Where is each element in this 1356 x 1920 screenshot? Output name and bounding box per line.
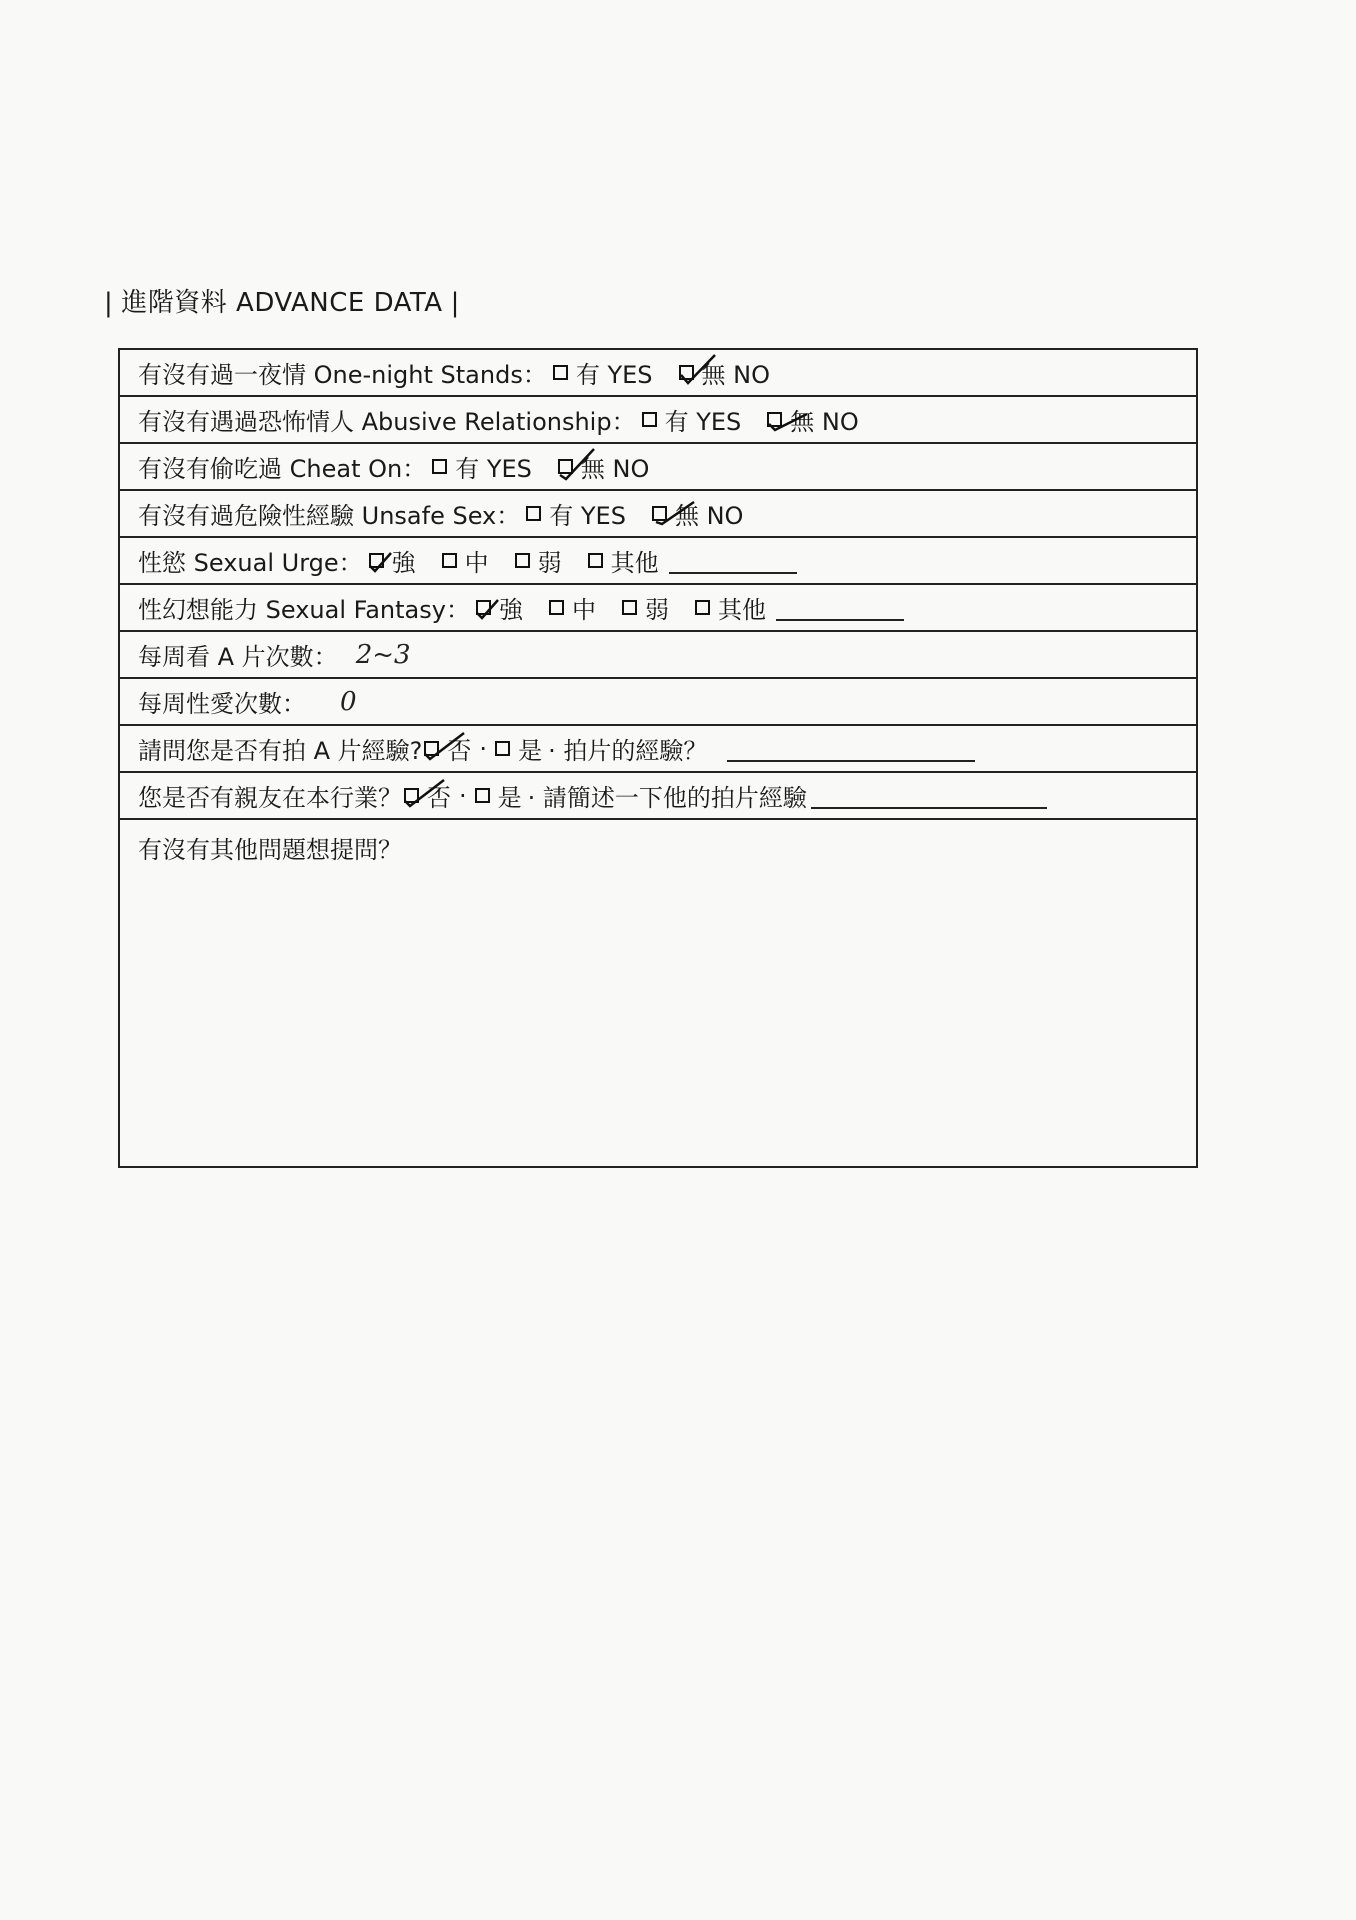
option-yes[interactable]	[475, 778, 522, 813]
separator-dot: ·	[479, 734, 488, 763]
checkbox-medium[interactable]	[549, 600, 564, 615]
option-no[interactable]	[558, 449, 649, 484]
option-yes[interactable]	[495, 731, 542, 766]
row-acted-experience	[120, 726, 1196, 773]
checkbox-weak[interactable]	[515, 553, 530, 568]
option-label: 中	[571, 596, 596, 624]
option-label: 是	[518, 737, 543, 765]
handwritten-answer[interactable]: 2~3	[355, 639, 411, 670]
question-label: 每周性愛次數：	[138, 690, 306, 718]
option-label: 無 NO	[580, 455, 650, 483]
section-title	[96, 282, 468, 319]
option-other[interactable]	[588, 543, 797, 578]
option-no[interactable]	[424, 731, 471, 766]
question-label: 有沒有偷吃過 Cheat On：	[138, 455, 427, 483]
option-strong[interactable]	[476, 590, 523, 625]
follow-up-label: · 請簡述一下他的拍片經驗	[527, 784, 807, 812]
option-label: 中	[464, 549, 489, 577]
title-bar-left: |	[104, 288, 114, 318]
option-label: 無 NO	[701, 361, 770, 389]
checkbox-yes[interactable]	[526, 506, 541, 521]
checkbox-strong[interactable]	[369, 553, 384, 568]
checkbox-other[interactable]	[588, 553, 603, 568]
row-sexual-fantasy	[120, 585, 1196, 632]
option-label: 有 YES	[664, 408, 742, 436]
question-label: 有沒有過一夜情 One-night Stands：	[138, 361, 547, 389]
checkbox-yes[interactable]	[432, 459, 447, 474]
option-label: 是	[497, 784, 522, 812]
checkbox-medium[interactable]	[442, 553, 457, 568]
separator-dot: ·	[459, 781, 467, 810]
row-cheat-on	[120, 444, 1196, 491]
question-label: 有沒有其他問題想提問？	[138, 836, 402, 864]
option-no[interactable]	[679, 355, 770, 390]
other-fill-line[interactable]	[776, 595, 904, 621]
option-label: 無 NO	[790, 408, 859, 436]
row-sexual-urge	[120, 538, 1196, 585]
checkbox-yes[interactable]	[495, 741, 510, 756]
checkbox-no[interactable]	[679, 365, 694, 380]
option-label: 否	[447, 737, 472, 765]
title-bar-right: |	[450, 288, 460, 318]
option-label: 強	[391, 549, 416, 577]
row-other-questions[interactable]	[120, 820, 1196, 1166]
option-no[interactable]	[652, 496, 743, 531]
row-abusive-relationship	[120, 397, 1196, 444]
option-no[interactable]	[404, 778, 451, 813]
option-weak[interactable]	[515, 543, 562, 578]
option-label: 有 YES	[455, 455, 532, 483]
option-label: 其他	[717, 596, 766, 624]
handwritten-answer[interactable]: 0	[340, 686, 357, 717]
experience-fill-line[interactable]	[727, 736, 975, 762]
checkbox-other[interactable]	[695, 600, 710, 615]
checkbox-yes[interactable]	[553, 365, 568, 380]
option-label: 弱	[644, 596, 669, 624]
question-label: 有沒有遇過恐怖情人 Abusive Relationship：	[138, 408, 636, 436]
checkbox-no[interactable]	[404, 788, 419, 803]
question-label: 您是否有親友在本行業？	[138, 784, 402, 812]
checkbox-yes[interactable]	[642, 412, 657, 427]
row-one-night-stands	[120, 350, 1196, 397]
option-yes[interactable]	[432, 449, 532, 484]
option-label: 強	[498, 596, 523, 624]
checkbox-no[interactable]	[767, 412, 782, 427]
question-label: 請問您是否有拍 A 片經驗?	[138, 737, 423, 765]
checkbox-no[interactable]	[652, 506, 667, 521]
checkbox-yes[interactable]	[475, 788, 490, 803]
follow-up-label: · 拍片的經驗？	[548, 737, 708, 765]
option-label: 弱	[537, 549, 562, 577]
option-medium[interactable]	[549, 590, 596, 625]
option-no[interactable]	[767, 402, 858, 437]
option-label: 無 NO	[674, 502, 744, 530]
option-yes[interactable]	[642, 402, 742, 437]
advance-data-form	[118, 348, 1198, 1168]
option-label: 有 YES	[575, 361, 653, 389]
question-label: 有沒有過危險性經驗 Unsafe Sex：	[138, 502, 521, 530]
question-label: 性慾 Sexual Urge：	[138, 549, 363, 577]
checkbox-no[interactable]	[424, 741, 439, 756]
option-strong[interactable]	[369, 543, 416, 578]
option-label: 否	[427, 784, 451, 812]
row-sex-weekly	[120, 679, 1196, 726]
option-weak[interactable]	[622, 590, 669, 625]
option-label: 其他	[610, 549, 659, 577]
other-fill-line[interactable]	[669, 548, 797, 574]
checkbox-weak[interactable]	[622, 600, 637, 615]
checkbox-strong[interactable]	[476, 600, 491, 615]
row-unsafe-sex	[120, 491, 1196, 538]
option-yes[interactable]	[553, 355, 653, 390]
question-label: 性幻想能力 Sexual Fantasy：	[138, 596, 470, 624]
experience-fill-line[interactable]	[811, 783, 1047, 809]
option-other[interactable]	[695, 590, 904, 625]
row-relatives-in-industry	[120, 773, 1196, 820]
checkbox-no[interactable]	[558, 459, 573, 474]
question-label: 每周看 A 片次數：	[138, 643, 338, 671]
option-medium[interactable]	[442, 543, 489, 578]
section-title-text: 進階資料 ADVANCE DATA	[121, 288, 443, 318]
option-label: 有 YES	[549, 502, 626, 530]
option-yes[interactable]	[526, 496, 626, 531]
row-porn-weekly	[120, 632, 1196, 679]
